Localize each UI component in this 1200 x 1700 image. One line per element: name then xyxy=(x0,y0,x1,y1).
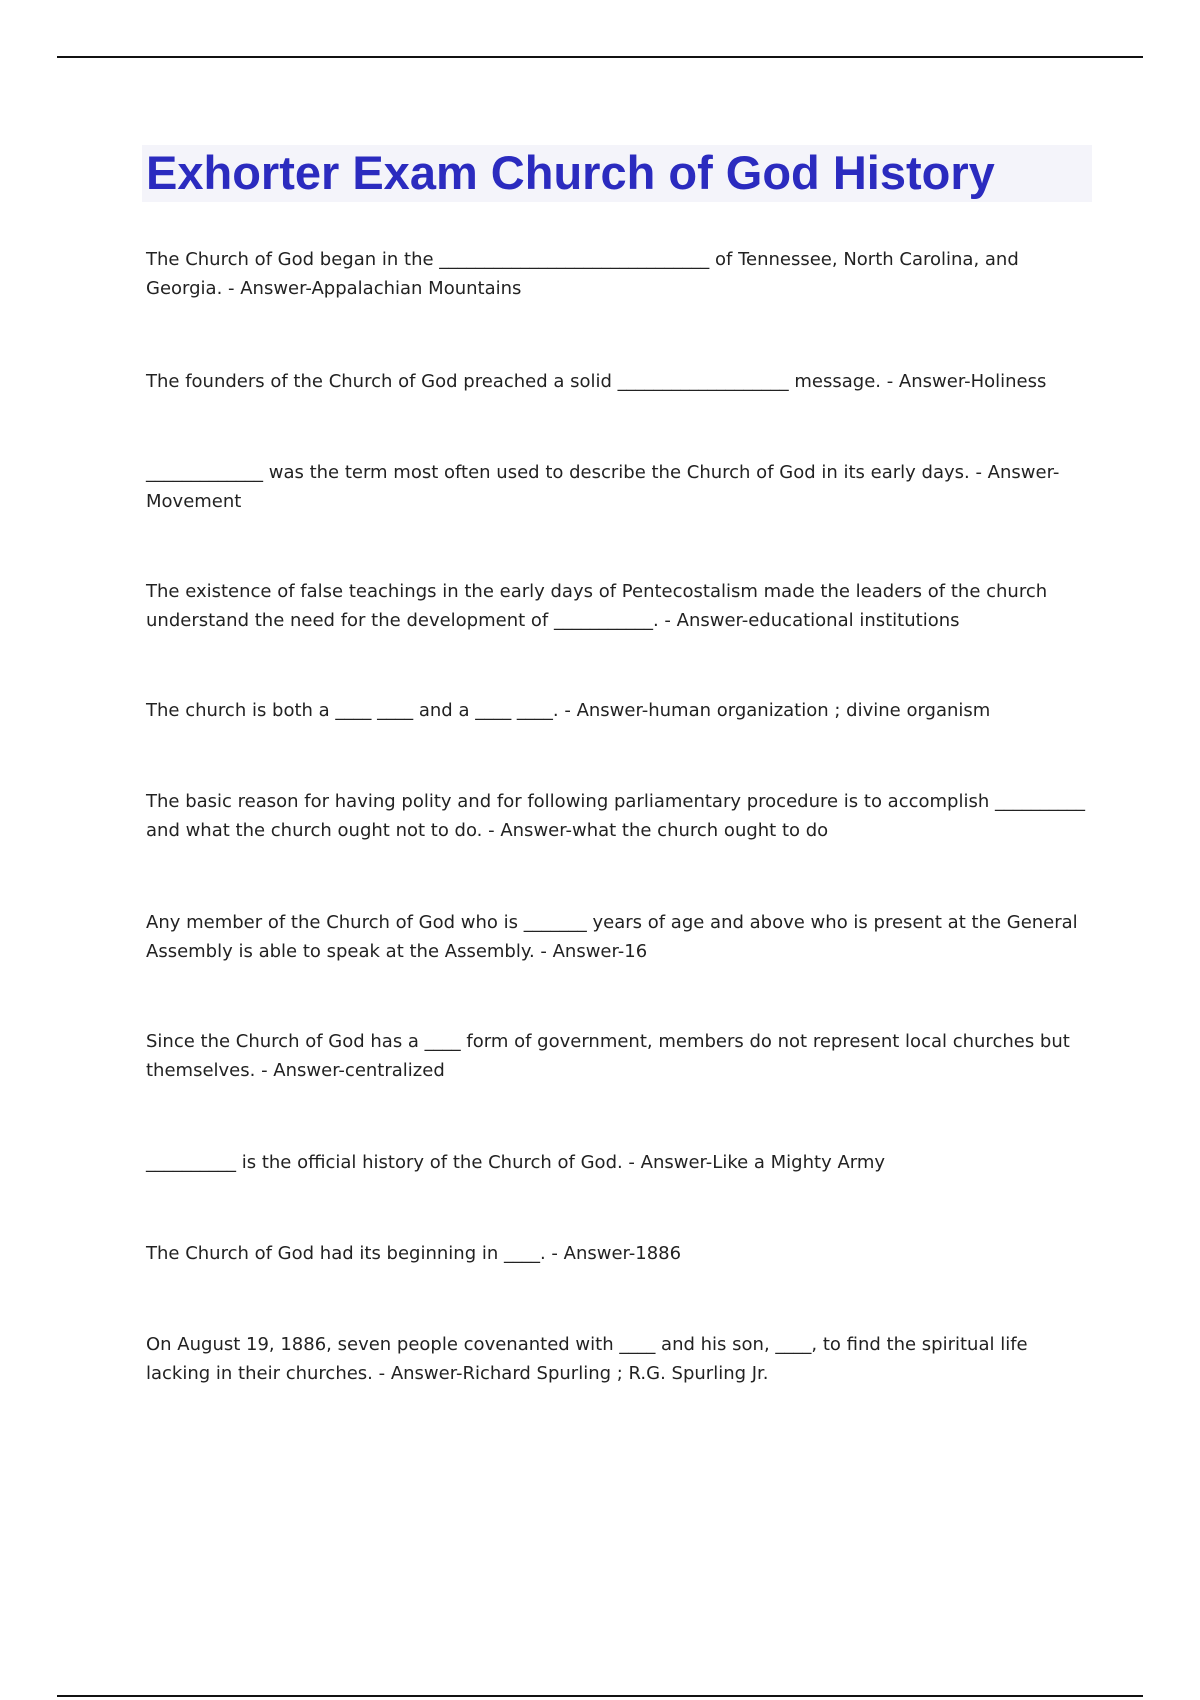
question-answer-item: Since the Church of God has a ____ form of government, members do not represent local churches but themselves. - Answer-centralized xyxy=(146,1031,1070,1081)
question-answer-item: The Church of God had its beginning in ____. - Answer-1886 xyxy=(146,1243,682,1264)
question-answer-item: The church is both a ____ ____ and a ____ ____. - Answer-human organization ; divine organism xyxy=(146,700,991,721)
document-title: Exhorter Exam Church of God History xyxy=(146,146,995,199)
question-answer-item: _____________ was the term most often used to describe the Church of God in its early days. - Answer-Movement xyxy=(146,462,1060,512)
top-divider xyxy=(57,56,1143,58)
question-answer-item: Any member of the Church of God who is _______ years of age and above who is present at the General Assembly is able to speak at the Assembly. - Answer-16 xyxy=(146,912,1078,962)
question-answer-item: The existence of false teachings in the early days of Pentecostalism made the leaders of the church understand the need for the development of ___________. - Answer-educational institutions xyxy=(146,581,1048,631)
question-answer-item: The founders of the Church of God preached a solid ___________________ message. - Answer-Holiness xyxy=(146,371,1047,392)
bottom-divider xyxy=(57,1695,1143,1697)
question-answer-item: The basic reason for having polity and for following parliamentary procedure is to accomplish __________ and what the church ought not to do. - Answer-what the church ought to do xyxy=(146,791,1085,841)
question-answer-item: The Church of God began in the ______________________________ of Tennessee, North Carolina, and Georgia. - Answer-Appalachian Mountains xyxy=(146,249,1019,299)
question-answer-item: On August 19, 1886, seven people covenanted with ____ and his son, ____, to find the spiritual life lacking in their churches. - Answer-Richard Spurling ; R.G. Spurling Jr. xyxy=(146,1334,1028,1384)
question-answer-item: __________ is the official history of the Church of God. - Answer-Like a Mighty Army xyxy=(146,1152,886,1173)
